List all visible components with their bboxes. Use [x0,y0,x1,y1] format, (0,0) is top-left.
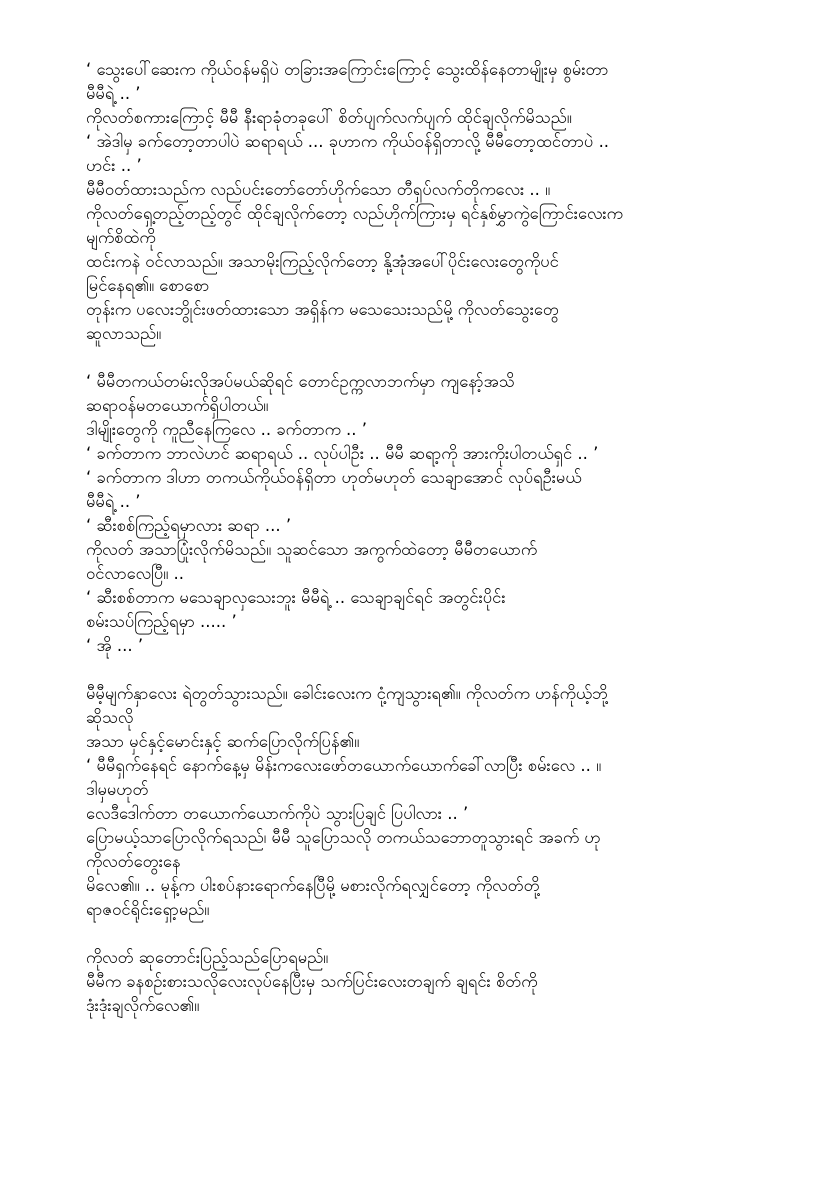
text-line: မီမီက ခနစဉ်းစားသလိုလေးလုပ်နေပြီးမှ သက်ပြင်းလေးတချက် ချရင်း စိတ်ကို [86,972,538,991]
text-line: အသာ မှင်နှင့်မောင်းနှင့် ဆက်ပြောလိုက်ပြန်၏။ [86,732,360,751]
text-line: ဒါမျိုးတွေကို ကူညီနေကြလေ .. ခက်တာက .. ’ [86,420,368,439]
text-line: ‘ အဲဒါမှ ခက်တော့တာပါပဲ ဆရာရယ် ... ခုဟာက ကိုယ်ဝန်ရှိတာလို့ မီမီတော့ထင်တာပဲ .. [86,132,610,151]
paragraph-gap [86,922,786,946]
text-line: တုန်းက ပလေးဘွိုင်းဖတ်ထားသော အရှိန်က မသေသေးသည်မို့ ကိုလတ်သွေးတွေ [86,300,559,319]
text-line: စမ်းသပ်ကြည့်ရမှာ ..... ’ [86,612,237,631]
text-line: မီမီရဲ့ .. ’ [86,492,141,511]
text-line: ကိုလတ် အသာပြုံးလိုက်မိသည်။ သူဆင်သော အကွက်ထဲတော့ မီမီတယောက် [86,540,537,559]
text-line: မိလေ၏။ .. မုန့်က ပါးစပ်နားရောက်နေပြီမို့ မစားလိုက်ရလျှင်တော့ ကိုလတ်တို့ [86,876,540,895]
text-line: ပြောမယ့်သာပြောလိုက်ရသည်၊ မီမီ သူပြောသလို တကယ်သဘောတူသွားရင် အခက် ဟု [86,828,601,847]
text-line: မီမီ့မျက်နှာလေး ရဲတွတ်သွားသည်။ ခေါင်းလေးက ငုံ့ကျသွားရ၏။ ကိုလတ်က ဟန်ကိုယ့်ဘို့ [86,684,608,703]
text-line: ‘ ခက်တာက ဒါဟာ တကယ်ကိုယ်ဝန်ရှိတာ ဟုတ်မဟုတ် သေချာအောင် လုပ်ရဦးမယ် [86,468,582,487]
text-line: လေဒီဒေါက်တာ တယောက်ယောက်ကိုပဲ သွားပြချင် ပြပါလား .. ’ [86,804,469,823]
text-line: ကိုလတ် ဆုတောင်းပြည့်သည်ပြောရမည်။ [86,948,329,967]
text-line: ကိုလတ်စကားကြောင့် မီမီ နီးရာခုံတခုပေါ် စိတ်ပျက်လက်ပျက် ထိုင်ချလိုက်မိသည်။ [86,108,572,127]
paragraph-gap [86,346,786,370]
text-line: ဒုံးဒုံးချလိုက်လေ၏။ [86,996,200,1015]
text-line: ကိုလတ်တွေးနေ [86,852,181,871]
paragraph-gap [86,658,786,682]
text-line: ထင်းကနဲ ဝင်လာသည်။ အသာမိုးကြည့်လိုက်တော့ နို့အုံအပေါ်ပိုင်းလေးတွေကိုပင် [86,252,559,271]
text-line: ‘ ဆီးစစ်ကြည့်ရမှာလား ဆရာ ... ’ [86,516,292,535]
text-line: ‘ ဆီးစစ်တာက မသေချာလှသေးဘူး မီမီရဲ့ .. သေချာချင်ရင် အတွင်းပိုင်း [86,588,506,607]
text-line: ကိုလတ်ရှေ့တည့်တည့်တွင် ထိုင်ချလိုက်တော့ လည်ဟိုက်ကြားမှ ရင်နှစ်မွှာကွဲကြောင်းလေးက [86,204,623,223]
text-line: ‘ သွေးပေါ်ဆေးက ကိုယ်ဝန်မရှိပဲ တခြားအကြောင်းကြောင့် သွေးထိန်နေတာမျိုးမှ စွမ်းတာ [86,60,609,79]
text-line: ‘ အို ... ’ [86,636,144,655]
text-line: ဆူလာသည်။ [86,324,162,343]
text-line: မီမီဝတ်ထားသည်က လည်ပင်းတော်တော်ဟိုက်သော တီရှပ်လက်တိုကလေး .. ။ [86,180,551,199]
text-line: ဝင်လာလေပြီ။ .. [86,564,185,583]
text-line: ‘ ခက်တာက ဘာလဲဟင် ဆရာရယ် .. လုပ်ပါဦး .. မီမီ ဆရာ့ကို အားကိုးပါတယ်ရှင် .. ’ [86,444,599,463]
text-line: ဒါမှမဟုတ် [86,780,149,799]
text-line: ‘ မီမီတကယ်တမ်းလိုအပ်မယ်ဆိုရင် တောင်ဥက္ကလာဘက်မှာ ကျနော့်အသိ [86,372,515,391]
document-page [86,58,786,1018]
text-line: မီမီရဲ့ .. ’ [86,84,141,103]
text-line: ဆိုသလို [86,708,134,727]
text-line: ရာဇဝင်ရိုင်းရှော့မည်။ [86,900,210,919]
text-line: မြင်နေရ၏။ စောစော [86,276,210,295]
text-line: မျက်စိထဲကို [86,228,156,247]
text-line: ဟင်း .. ’ [86,156,142,175]
text-line: ဆရာဝန်မတယောက်ရှိပါတယ်။ [86,396,269,415]
text-line: ‘ မီမီရှက်နေရင် နောက်နေ့မှ မိန်းကလေးဖော်တယောက်ယောက်ခေါ်လာပြီး စမ်းလေ .. ။ [86,756,602,775]
